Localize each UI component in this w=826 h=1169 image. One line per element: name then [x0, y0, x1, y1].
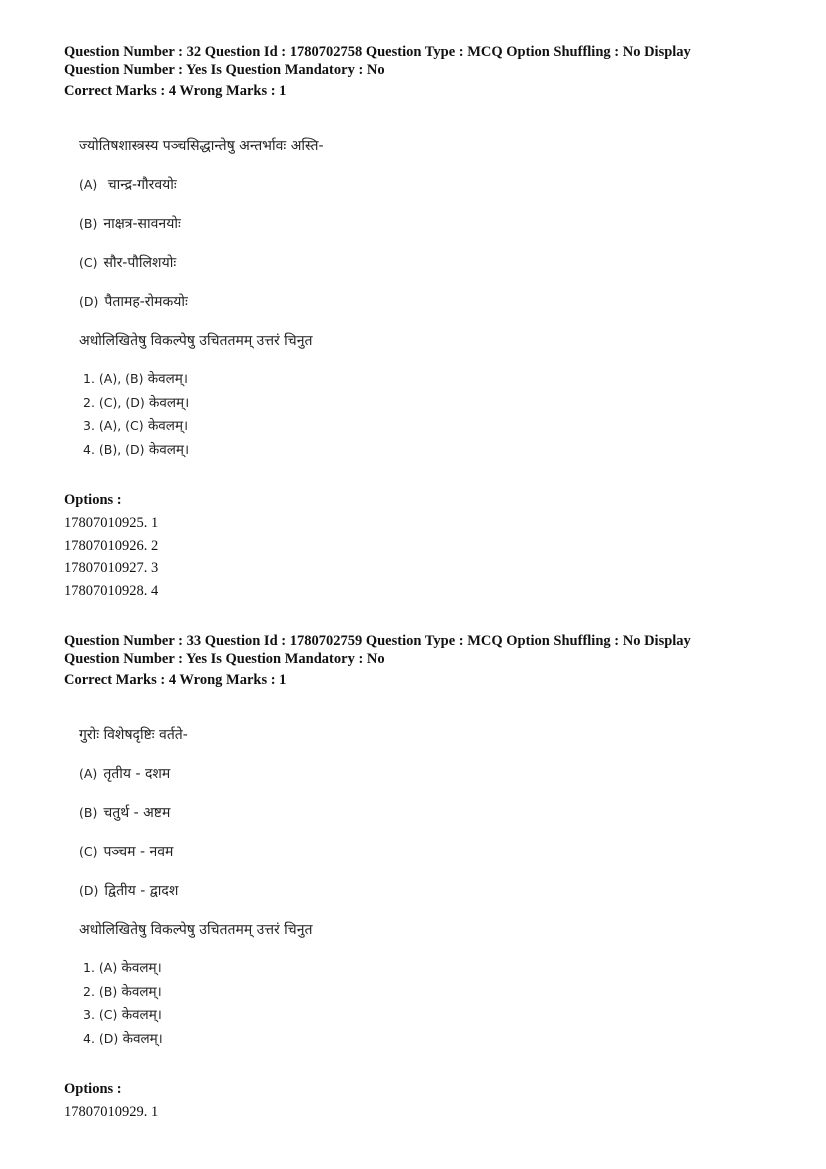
- answer-choice-4: [83, 440, 784, 464]
- statement-text: नाक्षत्र-सावनयोः: [103, 216, 181, 232]
- choice-number: 3. (C): [83, 1007, 118, 1022]
- statement-label: (D): [79, 883, 99, 898]
- answer-choice-4: [83, 1029, 784, 1053]
- statement-option-d: [79, 881, 784, 920]
- statement-label: (A): [79, 766, 98, 781]
- choice-text: केवलम्।: [148, 441, 190, 458]
- statement-option-a: [79, 175, 784, 214]
- option-id-row: 17807010926. 2: [64, 537, 159, 554]
- choice-number: 1. (A): [83, 960, 118, 975]
- statement-text: द्वितीय - द्वादश: [104, 883, 179, 899]
- choice-number: 4. (D): [83, 1030, 119, 1046]
- choice-number: 4. (B), (D): [83, 441, 145, 457]
- question-stem: गुरोः विशेषदृष्टिः वर्तते-: [79, 727, 188, 743]
- option-id-row: 17807010928. 4: [64, 583, 159, 600]
- answer-prompt: अधोलिखितेषु विकल्पेषु उचिततमम् उत्तरं चिनुत: [79, 333, 313, 349]
- answer-choice-2: [83, 393, 784, 417]
- statement-text: चतुर्थ - अष्टम: [103, 805, 171, 821]
- statement-option-c: [79, 253, 784, 292]
- statement-label: (B): [79, 216, 98, 231]
- question-stem: ज्योतिषशास्त्रस्य पञ्चसिद्धान्तेषु अन्तर्भावः अस्ति-: [79, 138, 324, 154]
- answer-choice-3: [83, 1005, 784, 1029]
- statement-text: चान्द्र-गौरवयोः: [103, 177, 177, 193]
- question-block-33: [64, 632, 784, 1125]
- question-marks: Correct Marks : 4 Wrong Marks : 1: [64, 672, 287, 688]
- choice-number: 2. (B): [83, 983, 118, 999]
- question-meta-line1: Question Number : 32 Question Id : 1780702758 Question Type : MCQ Option Shuffling : No Display: [64, 44, 691, 60]
- answer-choice-1: [83, 369, 784, 393]
- answer-choices: [79, 369, 784, 463]
- statement-text: सौर-पौलिशयोः: [103, 255, 177, 271]
- question-marks: Correct Marks : 4 Wrong Marks : 1: [64, 83, 287, 99]
- option-id-row: 17807010929. 1: [64, 1104, 159, 1120]
- options-heading: Options :: [64, 1081, 122, 1097]
- question-body: [64, 725, 784, 1052]
- choice-text: केवलम्।: [121, 1007, 162, 1023]
- option-id-list: [64, 513, 784, 604]
- answer-choices: [79, 958, 784, 1052]
- choice-number: 2. (C), (D): [83, 394, 145, 410]
- statement-label: (C): [79, 255, 98, 270]
- choice-text: केवलम्।: [117, 960, 162, 976]
- option-id-row: 17807010927. 3: [64, 560, 159, 577]
- statement-label: (C): [79, 844, 98, 859]
- statement-label: (D): [79, 294, 99, 309]
- statement-option-d: [79, 292, 784, 331]
- choice-number: 1. (A), (B): [83, 371, 144, 386]
- statement-text: पैतामह-रोमकयोः: [104, 294, 188, 310]
- statement-option-b: [79, 214, 784, 253]
- statement-option-c: [79, 842, 784, 881]
- answer-prompt: अधोलिखितेषु विकल्पेषु उचिततमम् उत्तरं चिनुत: [79, 922, 313, 938]
- statement-text: तृतीय - दशम: [103, 766, 171, 782]
- options-heading: Options :: [64, 492, 122, 508]
- answer-choice-1: [83, 958, 784, 982]
- statement-text: पञ्चम - नवम: [103, 844, 174, 860]
- choice-text: केवलम्।: [144, 394, 190, 411]
- statement-option-b: [79, 803, 784, 842]
- statement-label: (A): [79, 177, 98, 192]
- question-meta-line1: Question Number : 33 Question Id : 1780702759 Question Type : MCQ Option Shuffling : No Display: [64, 633, 691, 649]
- statement-label: (B): [79, 805, 98, 820]
- option-id-list: [64, 1102, 784, 1125]
- question-meta-line2: Question Number : Yes Is Question Mandatory : No: [64, 62, 385, 78]
- answer-choice-2: [83, 982, 784, 1006]
- choice-text: केवलम्।: [122, 1030, 163, 1047]
- question-block-32: [64, 43, 784, 604]
- question-meta-line2: Question Number : Yes Is Question Mandatory : No: [64, 651, 385, 667]
- choice-text: केवलम्।: [117, 983, 162, 1000]
- choice-text: केवलम्।: [143, 371, 188, 387]
- statement-option-a: [79, 764, 784, 803]
- question-body: [64, 136, 784, 463]
- answer-choice-3: [83, 416, 784, 440]
- choice-text: केवलम्।: [147, 418, 189, 434]
- option-id-row: 17807010925. 1: [64, 515, 159, 531]
- choice-number: 3. (A), (C): [83, 418, 144, 433]
